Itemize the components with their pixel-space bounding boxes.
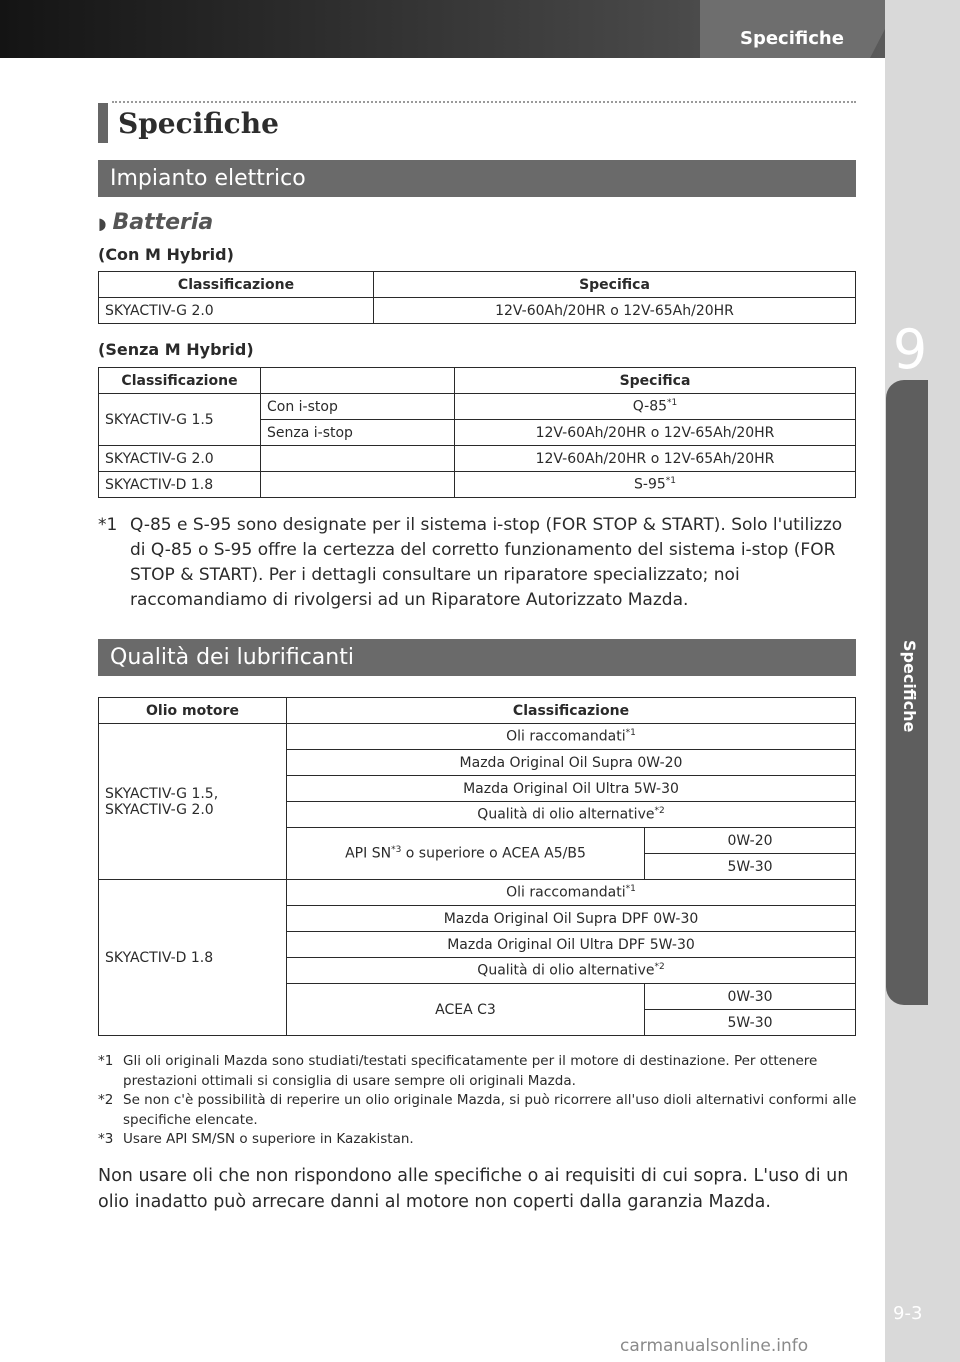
chapter-number: 9 xyxy=(892,318,928,381)
table-cell xyxy=(287,958,856,984)
title-marker xyxy=(98,103,108,143)
table-cell xyxy=(287,724,856,750)
table-row xyxy=(99,724,856,750)
battery-table-hybrid xyxy=(98,271,856,324)
spec-text: S-95 xyxy=(634,476,666,493)
footnote-row xyxy=(98,1130,858,1150)
lubricant-footnotes xyxy=(98,1052,858,1150)
cell-text: Oli raccomandati xyxy=(506,884,626,901)
page-number: 9-3 xyxy=(893,1303,923,1324)
table-cell: Mazda Original Oil Ultra DPF 5W-30 xyxy=(287,932,856,958)
footnote-ref: *1 xyxy=(625,728,636,739)
table-row xyxy=(99,394,856,420)
closing-paragraph: Non usare oli che non rispondono alle specifiche o ai requisiti di cui sopra. L'uso di un olio inadatto può arrecare danni al motore non coperti dalla garanzia Mazda. xyxy=(98,1166,849,1212)
bullet-arrow-icon: ◗ xyxy=(98,214,107,233)
table-cell xyxy=(455,472,856,498)
chapter-label: Specifiche xyxy=(900,640,919,733)
footnote-mark: *3 xyxy=(98,1131,114,1147)
table-cell: ACEA C3 xyxy=(287,984,645,1036)
col-header xyxy=(261,368,455,394)
footnote-ref: *1 xyxy=(665,476,676,487)
battery-table-no-hybrid xyxy=(98,367,856,498)
footnote-text: Q-85 e S-95 sono designate per il sistema i-stop (FOR STOP & START). Solo l'utilizzo di Q-85 o S-95 offre la certezza del corretto funzionamento del sistema i-stop (FOR STOP & START). Per i dettagli consultare un riparatore specializzato; noi raccomandiamo di rivolgersi ad un Riparatore Autorizzato Mazda. xyxy=(130,515,843,610)
table-cell: Mazda Original Oil Ultra 5W-30 xyxy=(287,776,856,802)
spec-text: Q-85 xyxy=(632,398,668,415)
footnote-row xyxy=(98,1052,858,1091)
table-row xyxy=(99,446,856,472)
footnote-ref: *3 xyxy=(391,845,402,856)
battery-footnote xyxy=(98,513,858,613)
col-header: Olio motore xyxy=(99,698,287,724)
cell-text: Qualità di olio alternative xyxy=(477,806,655,823)
footnote-row xyxy=(98,1091,858,1130)
table-cell: 0W-20 xyxy=(645,828,856,854)
footnote-text: Se non c'è possibilità di reperire un olio originale Mazda, si può ricorrere all'uso dioli alternativi conformi alle specifiche elencate. xyxy=(123,1092,857,1128)
footnote-text: Gli oli originali Mazda sono studiati/testati specificatamente per il motore di destinazione. Per ottenere prestazioni ottimali si consiglia di usare sempre oli originali Mazda. xyxy=(123,1053,818,1089)
table-cell xyxy=(287,802,856,828)
footnote-mark: *1 xyxy=(98,515,118,535)
table-cell: 5W-30 xyxy=(645,1010,856,1036)
cell-text: Qualità di olio alternative xyxy=(477,962,655,979)
table-cell: SKYACTIV-G 1.5, SKYACTIV-G 2.0 xyxy=(99,724,287,880)
table-cell: 12V-60Ah/20HR o 12V-65Ah/20HR xyxy=(374,298,856,324)
table-cell: 5W-30 xyxy=(645,854,856,880)
col-header: Classificazione xyxy=(99,272,374,298)
cell-text: o superiore o ACEA A5/B5 xyxy=(401,845,586,862)
col-header: Specifica xyxy=(455,368,856,394)
table-cell xyxy=(287,880,856,906)
table-row xyxy=(99,880,856,906)
footnote-ref: *1 xyxy=(667,398,678,409)
table-cell: SKYACTIV-G 1.5 xyxy=(99,394,261,446)
cell-text: API SN xyxy=(345,845,392,862)
watermark: carmanualsonline.info xyxy=(620,1336,809,1356)
section-header-electrical: Impianto elettrico xyxy=(98,160,856,197)
battery-heading-text: Batteria xyxy=(112,210,214,235)
table-row xyxy=(99,472,856,498)
table-row xyxy=(99,298,856,324)
table-cell: Con i-stop xyxy=(261,394,455,420)
table-cell: SKYACTIV-D 1.8 xyxy=(99,472,261,498)
footnote-text: Usare API SM/SN o superiore in Kazakistan. xyxy=(123,1131,414,1147)
table-cell xyxy=(261,472,455,498)
footnote-mark: *1 xyxy=(98,1053,114,1069)
without-hybrid-label: (Senza M Hybrid) xyxy=(98,340,254,359)
footnote-ref: *1 xyxy=(625,884,636,895)
table-cell: SKYACTIV-G 2.0 xyxy=(99,446,261,472)
table-cell: 12V-60Ah/20HR o 12V-65Ah/20HR xyxy=(455,420,856,446)
battery-heading xyxy=(98,210,213,235)
table-cell: Mazda Original Oil Supra DPF 0W-30 xyxy=(287,906,856,932)
table-cell: SKYACTIV-G 2.0 xyxy=(99,298,374,324)
table-cell: Mazda Original Oil Supra 0W-20 xyxy=(287,750,856,776)
footnote-ref: *2 xyxy=(654,806,665,817)
table-cell: Senza i-stop xyxy=(261,420,455,446)
col-header: Classificazione xyxy=(99,368,261,394)
table-cell xyxy=(287,828,645,880)
table-cell xyxy=(261,446,455,472)
cell-text: Oli raccomandati xyxy=(506,728,626,745)
header-section-title: Specifiche xyxy=(740,28,844,49)
footnote-ref: *2 xyxy=(654,962,665,973)
table-cell: 12V-60Ah/20HR o 12V-65Ah/20HR xyxy=(455,446,856,472)
page-title xyxy=(98,103,279,143)
page-title-text: Specifiche xyxy=(118,106,279,140)
col-header: Specifica xyxy=(374,272,856,298)
table-cell: SKYACTIV-D 1.8 xyxy=(99,880,287,1036)
footnote-mark: *2 xyxy=(98,1092,114,1108)
section-header-lubricants: Qualità dei lubrificanti xyxy=(98,639,856,676)
lubricants-table xyxy=(98,697,856,1036)
table-cell: 0W-30 xyxy=(645,984,856,1010)
table-cell xyxy=(455,394,856,420)
col-header: Classificazione xyxy=(287,698,856,724)
with-hybrid-label: (Con M Hybrid) xyxy=(98,245,234,264)
